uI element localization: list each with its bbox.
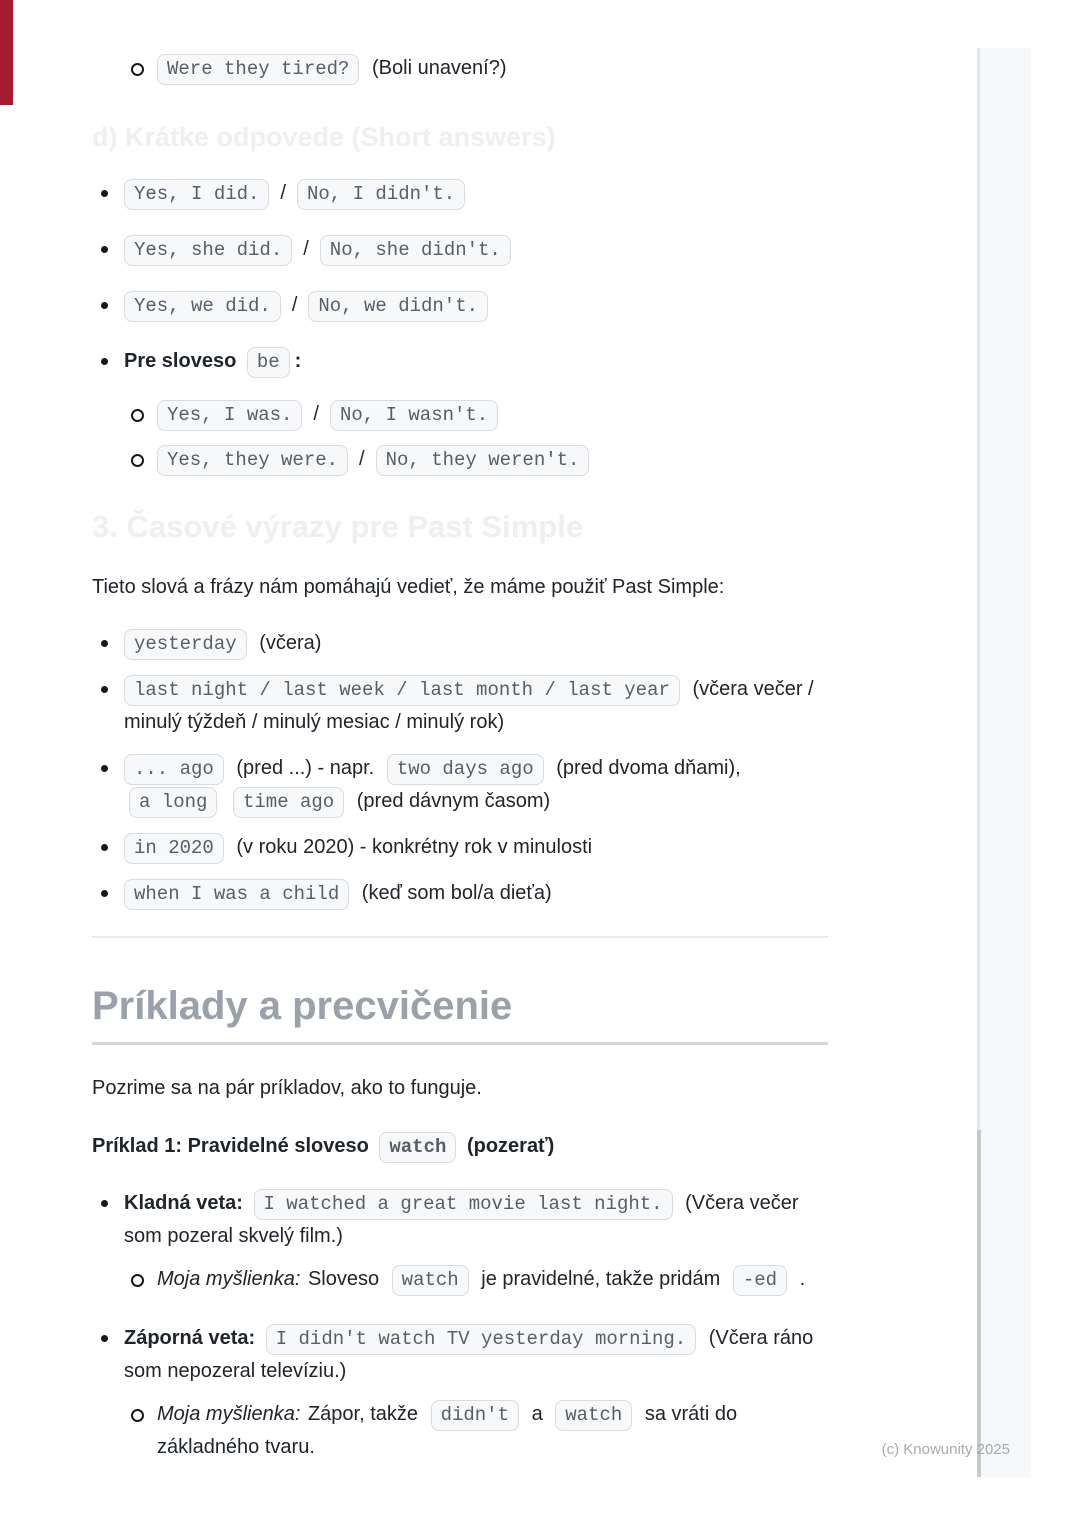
translation-text: (pred ...) - napr. <box>236 756 375 779</box>
example1-title <box>92 1130 828 1163</box>
code-chip: No, I wasn't. <box>330 400 498 431</box>
ghost-heading-short-answers: d) Krátke odpovede (Short answers) <box>92 122 556 152</box>
example-sentences-list <box>92 1187 828 1464</box>
code-chip: Yes, I was. <box>157 400 302 431</box>
positive-label: Kladná veta: <box>124 1191 243 1214</box>
short-answers-list <box>92 177 828 476</box>
examples-intro: Pozrime sa na pár príkladov, ako to funguje. <box>92 1076 482 1099</box>
translation-text: (Včera večer som pozeral skvelý film.) <box>124 1191 799 1247</box>
list-item <box>92 1187 828 1296</box>
code-chip: be <box>247 347 290 378</box>
note-text: Zápor, takže <box>307 1402 419 1425</box>
slash-separator: / <box>359 448 365 471</box>
code-chip: No, I didn't. <box>297 179 465 210</box>
page-section-title: Príklady a precvičenie <box>92 982 828 1045</box>
code-chip: -ed <box>733 1265 787 1296</box>
example1-label: Príklad 1: Pravidelné sloveso <box>92 1134 369 1157</box>
document-page <box>92 0 828 1464</box>
list-item <box>92 1322 828 1464</box>
translation-text: (Včera ráno som nepozeral televíziu.) <box>124 1326 814 1382</box>
slash-separator: / <box>303 238 309 261</box>
list-item <box>92 831 828 864</box>
code-chip: No, they weren't. <box>376 445 590 476</box>
list-item <box>92 752 828 818</box>
slash-separator: / <box>313 403 319 426</box>
translation-text: (pred dávnym časom) <box>356 789 551 812</box>
note-sublist <box>124 1263 828 1296</box>
be-suffix: : <box>294 350 302 373</box>
time-expressions-list <box>92 627 828 910</box>
code-chip: two days ago <box>387 754 544 785</box>
time-expressions-intro: Tieto slová a frázy nám pomáhajú vedieť, že máme použiť Past Simple: <box>92 575 725 598</box>
note-label: Moja myšlienka: <box>157 1267 301 1290</box>
code-chip: No, she didn't. <box>320 235 511 266</box>
translation-text: (včera) <box>259 631 322 654</box>
note-text: je pravidelné, takže pridám <box>481 1267 721 1290</box>
scrollbar-track[interactable] <box>977 48 1031 1477</box>
translation-text: (Boli unavení?) <box>372 57 507 79</box>
list-item <box>92 673 828 739</box>
be-label: Pre sloveso <box>124 350 237 373</box>
list-item <box>92 877 828 910</box>
list-item <box>92 177 828 210</box>
example1-suffix: (pozerať) <box>466 1134 555 1157</box>
code-chip: Yes, she did. <box>124 235 292 266</box>
translation-text: (pred dvoma dňami), <box>556 756 741 779</box>
code-chip: a long <box>129 787 217 818</box>
note-text: Sloveso <box>307 1267 380 1290</box>
copyright-text: (c) Knowunity 2025 <box>881 1441 1010 1458</box>
red-edge-marker <box>0 0 13 105</box>
list-item <box>124 398 828 431</box>
negative-label: Záporná veta: <box>124 1326 256 1349</box>
code-chip: time ago <box>233 787 344 818</box>
list-item <box>124 1263 828 1296</box>
note-text: . <box>799 1267 806 1290</box>
section-divider <box>92 936 828 938</box>
slash-separator: / <box>280 182 286 205</box>
list-item <box>92 627 828 660</box>
ghost-heading-time-expressions: 3. Časové výrazy pre Past Simple <box>92 509 584 545</box>
code-chip: watch <box>392 1265 469 1296</box>
scrollbar-thumb[interactable] <box>977 1130 981 1477</box>
code-chip: Were they tired? <box>157 54 359 85</box>
translation-text: (v roku 2020) - konkrétny rok v minulosti <box>236 835 593 858</box>
code-chip: I watched a great movie last night. <box>254 1189 673 1220</box>
note-sublist <box>124 1398 828 1464</box>
list-item <box>92 289 828 322</box>
note-text: sa vráti do základného tvaru. <box>157 1402 738 1458</box>
question-sublist <box>92 52 828 85</box>
list-item <box>124 1398 828 1464</box>
be-answers-sublist <box>124 398 828 476</box>
code-chip: in 2020 <box>124 833 224 864</box>
code-chip: yesterday <box>124 629 247 660</box>
code-chip: Yes, I did. <box>124 179 269 210</box>
note-label: Moja myšlienka: <box>157 1402 301 1425</box>
code-chip: watch <box>379 1132 456 1163</box>
code-chip: didn't <box>431 1400 519 1431</box>
code-chip: last night / last week / last month / last year <box>124 675 680 706</box>
code-chip: I didn't watch TV yesterday morning. <box>266 1324 696 1355</box>
slash-separator: / <box>291 294 298 317</box>
code-chip: Yes, we did. <box>124 291 281 322</box>
list-item <box>92 52 828 85</box>
code-chip: ... ago <box>124 754 224 785</box>
list-item <box>92 345 828 476</box>
code-chip: watch <box>555 1400 632 1431</box>
translation-text: (včera večer / minulý týždeň / minulý mesiac / minulý rok) <box>124 677 814 733</box>
code-chip: No, we didn't. <box>308 291 488 322</box>
list-item <box>92 233 828 266</box>
code-chip: Yes, they were. <box>157 445 348 476</box>
note-text: a <box>531 1402 543 1425</box>
list-item <box>124 443 828 476</box>
translation-text: (keď som bol/a dieťa) <box>361 881 552 904</box>
code-chip: when I was a child <box>124 879 349 910</box>
